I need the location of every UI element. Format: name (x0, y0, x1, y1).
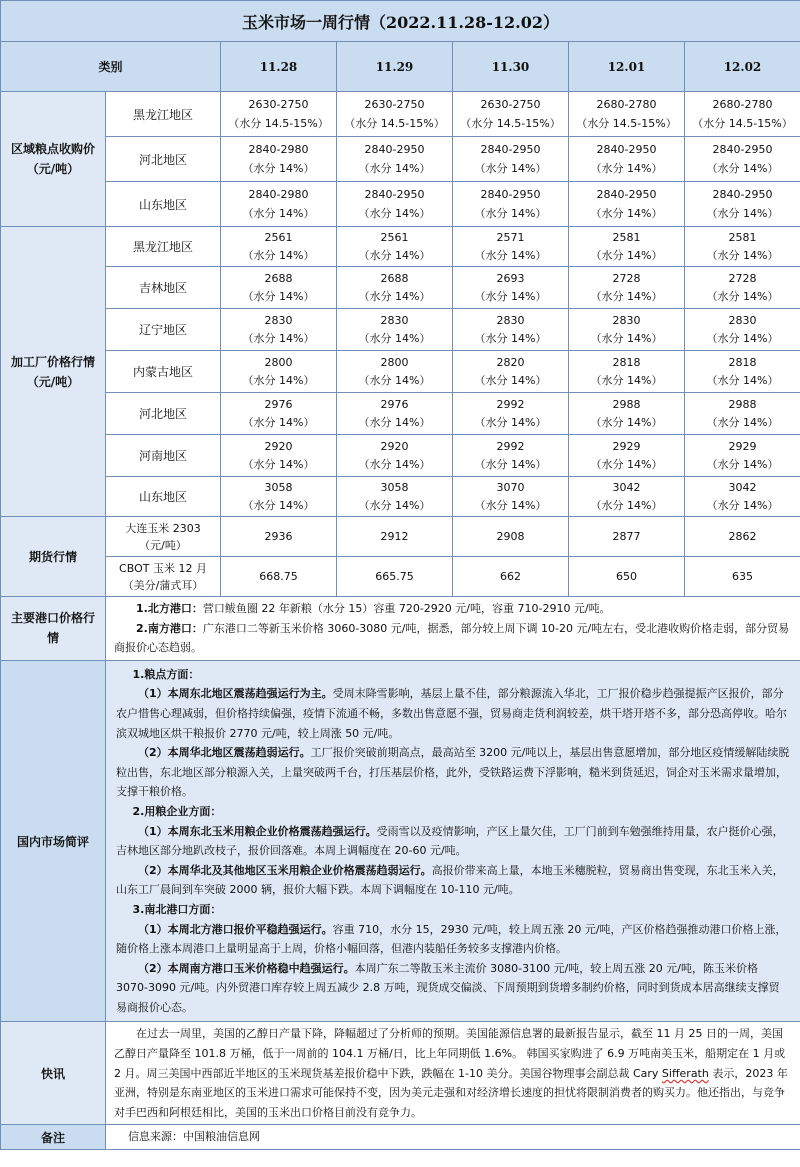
moisture-note: （水分 14%） (242, 248, 315, 262)
moisture-note: （水分 14%） (242, 289, 315, 303)
region-name: 山东地区 (106, 182, 221, 227)
price-cell (685, 227, 800, 267)
price-range: 2840-2950 (480, 143, 541, 156)
moisture-note: （水分 14%） (474, 373, 547, 387)
moisture-note: （水分 14%） (242, 331, 315, 345)
moisture-note: （水分 14%） (358, 415, 431, 429)
market-paragraph (116, 920, 790, 959)
futures-price: 650 (569, 557, 685, 597)
price-cell (569, 393, 685, 435)
price-cell (685, 435, 800, 477)
price-range: 2840-2950 (480, 188, 541, 201)
factory-price: 2830 (496, 313, 525, 327)
domestic-label: 国内市场简评 (1, 660, 106, 1022)
moisture-note: （水分 14%） (474, 207, 547, 220)
moisture-note: （水分 14%） (358, 498, 431, 512)
price-cell (221, 182, 337, 227)
price-range: 2680-2780 (596, 98, 657, 111)
market-paragraph (116, 959, 790, 1018)
futures-price: 2936 (221, 517, 337, 557)
factory-price: 2581 (612, 230, 641, 244)
table-row (1, 267, 800, 309)
factory-price: 2988 (728, 397, 757, 411)
table-row (1, 137, 800, 182)
page-title: 玉米市场一周行情（2022.11.28-12.02） (1, 1, 800, 42)
port-line-text: 广东港口二等新玉米价格 3060-3080 元/吨，据悉，部分较上周下调 10-20 元/吨左右，受北港收购价格走弱，部分贸易商报价心态趋弱。 (114, 621, 790, 655)
date-header: 11.30 (453, 42, 569, 92)
remark-row (1, 1125, 800, 1150)
factory-price: 3042 (728, 480, 757, 494)
factory-price: 2988 (612, 397, 641, 411)
price-cell (569, 309, 685, 351)
moisture-note: （水分 14.5-15%） (460, 117, 561, 130)
price-cell (453, 393, 569, 435)
futures-price: 2877 (569, 517, 685, 557)
region-name: 黑龙江地区 (106, 227, 221, 267)
price-cell (221, 309, 337, 351)
factory-price: 2818 (612, 355, 641, 369)
factory-price: 2830 (728, 313, 757, 327)
price-range: 2840-2950 (364, 143, 425, 156)
price-range: 2840-2950 (596, 188, 657, 201)
moisture-note: （水分 14%） (242, 162, 315, 175)
news-label: 快讯 (1, 1022, 106, 1125)
region-name: 山东地区 (106, 477, 221, 517)
price-cell (453, 435, 569, 477)
moisture-note: （水分 14%） (474, 331, 547, 345)
section-title (116, 900, 790, 920)
price-cell (221, 227, 337, 267)
price-cell (453, 351, 569, 393)
news-name: Sifferath (661, 1066, 709, 1080)
section-title-text: 1.粮点方面： (132, 667, 200, 681)
factory-price: 3058 (264, 480, 293, 494)
price-range: 2840-2980 (248, 188, 309, 201)
factory-price: 2688 (380, 271, 409, 285)
price-cell (221, 393, 337, 435)
moisture-note: （水分 14%） (242, 415, 315, 429)
news-text-part: 表示，2023 年亚洲，特别是东南亚地区的玉米进口需求可能保持不变，因为美元走强和对经济增长速度的担忧将限制消费者的购买力。他还指出，与竞争对手巴西和阿根廷相比，美国的玉米出口价格目前没有竞争力。 (114, 1066, 788, 1119)
moisture-note: （水分 14%） (706, 373, 779, 387)
price-cell (221, 92, 337, 137)
table-row (1, 557, 800, 597)
moisture-note: （水分 14%） (706, 457, 779, 471)
price-cell (685, 267, 800, 309)
moisture-note: （水分 14%） (590, 207, 663, 220)
moisture-note: （水分 14%） (474, 457, 547, 471)
moisture-note: （水分 14%） (358, 331, 431, 345)
factory-price: 2920 (264, 439, 293, 453)
region-name: 黑龙江地区 (106, 92, 221, 137)
header-row (1, 42, 800, 92)
factory-price: 2830 (264, 313, 293, 327)
regional-purchase-label: 区域粮点收购价（元/吨） (1, 92, 106, 227)
factory-price: 2830 (380, 313, 409, 327)
futures-contract (106, 557, 221, 597)
paragraph-head: （1）本周东北玉米用粮企业价格震荡趋强运行。 (138, 824, 377, 838)
paragraph-text: 受雨雪以及疫情影响，产区上量欠佳，工厂门前到车勉强维持用量，农户挺价心强，吉林地区部分地趴改枝子，报价回落难。本周上调幅度在 20-60 元/吨。 (116, 824, 784, 858)
moisture-note: （水分 14%） (242, 457, 315, 471)
paragraph-text: 高报价带来高上量，本地玉米穗脱粒，贸易商出售变现，东北玉米入关，山东工厂晨间到车突破 2000 辆，报价大幅下跌。本周下调幅度在 10-110 元/吨。 (116, 863, 784, 897)
table-row (1, 477, 800, 517)
moisture-note: （水分 14%） (590, 373, 663, 387)
price-cell (453, 309, 569, 351)
moisture-note: （水分 14%） (706, 207, 779, 220)
market-paragraph (116, 684, 790, 743)
price-cell (685, 477, 800, 517)
factory-price: 2693 (496, 271, 525, 285)
factory-price: 2820 (496, 355, 525, 369)
factory-price: 2992 (496, 439, 525, 453)
price-cell (221, 351, 337, 393)
price-cell (337, 393, 453, 435)
region-name: 河北地区 (106, 137, 221, 182)
price-cell (569, 435, 685, 477)
region-name: 内蒙古地区 (106, 351, 221, 393)
moisture-note: （水分 14%） (590, 289, 663, 303)
date-header: 12.02 (685, 42, 800, 92)
factory-price: 2929 (728, 439, 757, 453)
region-name: 河北地区 (106, 393, 221, 435)
moisture-note: （水分 14%） (590, 331, 663, 345)
moisture-note: （水分 14%） (358, 373, 431, 387)
section-title (116, 665, 790, 685)
futures-price: 2912 (337, 517, 453, 557)
moisture-note: （水分 14%） (474, 248, 547, 262)
port-row (1, 597, 800, 661)
port-line (114, 599, 792, 619)
moisture-note: （水分 14%） (706, 248, 779, 262)
price-cell (685, 393, 800, 435)
price-cell (221, 435, 337, 477)
factory-price: 2800 (264, 355, 293, 369)
factory-price: 2920 (380, 439, 409, 453)
price-cell (221, 137, 337, 182)
price-range: 2840-2950 (364, 188, 425, 201)
price-range: 2630-2750 (480, 98, 541, 111)
futures-price: 662 (453, 557, 569, 597)
price-cell (685, 309, 800, 351)
moisture-note: （水分 14%） (706, 289, 779, 303)
factory-price: 2571 (496, 230, 525, 244)
price-cell (685, 92, 800, 137)
port-label: 主要港口价格行情 (1, 597, 106, 661)
remark-label: 备注 (1, 1125, 106, 1150)
remark-text: 信息来源：中国粮油信息网 (106, 1125, 800, 1150)
table-row (1, 309, 800, 351)
factory-price: 2992 (496, 397, 525, 411)
price-cell (337, 435, 453, 477)
contract-unit: （元/吨） (139, 538, 187, 552)
section-title (116, 802, 790, 822)
news-row (1, 1022, 800, 1125)
moisture-note: （水分 14%） (706, 415, 779, 429)
price-cell (453, 477, 569, 517)
moisture-note: （水分 14%） (358, 289, 431, 303)
news-text-part: 在过去一周里，美国的乙醇日产量下降，降幅超过了分析师的预期。美国能源信息署的最新报告显示，截至 11 月 25 日的一周，美国乙醇日产量降至 101.8 万桶，低于一周前的 104.1 万桶/日，比上年同期低 1.6%。 韩国买家购进了 6.9 万吨南美玉米，船期定在 1 月或 2 月。周三美国中西部近半地区的玉米现货基差报价稳中下跌，跌幅在 1-10 美分。美国谷物理事会副总裁 Cary (114, 1027, 786, 1080)
moisture-note: （水分 14.5-15%） (344, 117, 445, 130)
moisture-note: （水分 14%） (358, 457, 431, 471)
price-cell (337, 137, 453, 182)
factory-price: 2581 (728, 230, 757, 244)
factory-price: 3058 (380, 480, 409, 494)
date-header: 11.28 (221, 42, 337, 92)
moisture-note: （水分 14%） (242, 207, 315, 220)
contract-name: 大连玉米 2303 (125, 521, 201, 535)
price-cell (569, 182, 685, 227)
section-title-text: 2.用粮企业方面： (132, 804, 222, 818)
price-cell (337, 477, 453, 517)
moisture-note: （水分 14%） (474, 162, 547, 175)
price-cell (453, 137, 569, 182)
table-row (1, 182, 800, 227)
price-cell (569, 227, 685, 267)
moisture-note: （水分 14%） (590, 162, 663, 175)
paragraph-text: 工厂报价突破前期高点，最高站至 3200 元/吨以上，基层出售意愿增加，部分地区疫情缓解陆续脱粒出售，东北地区部分粮源入关，上量突破两千台，打压基层价格，此外，受铁路运费下浮影响，糙米到货延迟，饲企对玉米需求量增加，支撑干粮价格。 (116, 746, 790, 799)
paragraph-head: （1）本周北方港口报价平稳趋强运行。 (138, 922, 333, 936)
moisture-note: （水分 14.5-15%） (228, 117, 329, 130)
price-cell (337, 309, 453, 351)
futures-contract (106, 517, 221, 557)
factory-price: 2830 (612, 313, 641, 327)
date-header: 11.29 (337, 42, 453, 92)
price-cell (685, 351, 800, 393)
price-cell (337, 267, 453, 309)
price-range: 2840-2950 (596, 143, 657, 156)
factory-price: 2728 (728, 271, 757, 285)
price-range: 2840-2950 (712, 143, 773, 156)
price-cell (453, 227, 569, 267)
news-paragraph (114, 1024, 792, 1122)
price-range: 2840-2980 (248, 143, 309, 156)
region-name: 辽宁地区 (106, 309, 221, 351)
moisture-note: （水分 14%） (242, 373, 315, 387)
section-title-text: 3.南北港口方面： (132, 902, 222, 916)
date-header: 12.01 (569, 42, 685, 92)
factory-price: 2976 (264, 397, 293, 411)
paragraph-head: （2）本周华北及其他地区玉米用粮企业价格震荡趋弱运行。 (138, 863, 432, 877)
futures-price: 635 (685, 557, 800, 597)
moisture-note: （水分 14%） (358, 248, 431, 262)
price-range: 2840-2950 (712, 188, 773, 201)
factory-price: 2688 (264, 271, 293, 285)
market-paragraph (116, 743, 790, 802)
price-cell (221, 267, 337, 309)
price-cell (685, 137, 800, 182)
factory-price: 2976 (380, 397, 409, 411)
table-row (1, 435, 800, 477)
futures-price: 665.75 (337, 557, 453, 597)
moisture-note: （水分 14%） (474, 289, 547, 303)
moisture-note: （水分 14%） (474, 415, 547, 429)
moisture-note: （水分 14.5-15%） (576, 117, 677, 130)
price-cell (453, 267, 569, 309)
factory-price: 2800 (380, 355, 409, 369)
factory-price: 2818 (728, 355, 757, 369)
table-row (1, 351, 800, 393)
factory-price: 3042 (612, 480, 641, 494)
domestic-text (106, 660, 800, 1022)
price-cell (337, 227, 453, 267)
price-cell (569, 351, 685, 393)
paragraph-text: 容重 710，水分 15，2930 元/吨，较上周五涨 20 元/吨，产区价格趋强推动港口价格上涨，随价格上涨本周港口上量明显高于上周，价格小幅回落，但港内装船任务较多支撑港内价格。 (116, 922, 787, 956)
price-range: 2680-2780 (712, 98, 773, 111)
contract-unit: （美分/蒲式耳） (122, 578, 204, 592)
domestic-row (1, 660, 800, 1022)
factory-price: 2728 (612, 271, 641, 285)
port-text (106, 597, 800, 661)
price-range: 2630-2750 (364, 98, 425, 111)
moisture-note: （水分 14%） (590, 415, 663, 429)
market-paragraph (116, 822, 790, 861)
price-cell (337, 92, 453, 137)
contract-name: CBOT 玉米 12 月 (119, 561, 207, 575)
factory-price-label: 加工厂价格行情（元/吨） (1, 227, 106, 517)
moisture-note: （水分 14%） (706, 498, 779, 512)
futures-price: 2908 (453, 517, 569, 557)
category-header: 类别 (1, 42, 221, 92)
moisture-note: （水分 14%） (590, 498, 663, 512)
futures-price: 2862 (685, 517, 800, 557)
moisture-note: （水分 14.5-15%） (692, 117, 793, 130)
moisture-note: （水分 14%） (242, 498, 315, 512)
moisture-note: （水分 14%） (358, 162, 431, 175)
moisture-note: （水分 14%） (590, 248, 663, 262)
port-line-head: 2.南方港口： (136, 621, 203, 635)
moisture-note: （水分 14%） (706, 162, 779, 175)
market-paragraph (116, 861, 790, 900)
port-line-text: 营口鲅鱼圈 22 年新粮（水分 15）容重 720-2920 元/吨，容重 710-2910 元/吨。 (202, 602, 611, 615)
moisture-note: （水分 14%） (706, 331, 779, 345)
factory-price: 2929 (612, 439, 641, 453)
moisture-note: （水分 14%） (358, 207, 431, 220)
price-cell (337, 351, 453, 393)
region-name: 河南地区 (106, 435, 221, 477)
paragraph-text: 本周广东二等散玉米主流价 3080-3100 元/吨，较上周五涨 20 元/吨，陈玉米价格 3070-3090 元/吨。内外贸港口库存较上周五减少 2.8 万吨，现货成交偏淡、下周预期到货增多制约价格，同时到货成本居高继续支撑贸易商报价心态。 (116, 961, 780, 1014)
table-row (1, 227, 800, 267)
price-cell (685, 182, 800, 227)
price-cell (453, 182, 569, 227)
futures-price: 668.75 (221, 557, 337, 597)
port-line-head: 1.北方港口： (136, 602, 203, 615)
paragraph-head: （2）本周南方港口玉米价格稳中趋强运行。 (138, 961, 355, 975)
price-cell (453, 92, 569, 137)
news-text (106, 1022, 800, 1125)
futures-label: 期货行情 (1, 517, 106, 597)
price-cell (337, 182, 453, 227)
price-cell (221, 477, 337, 517)
moisture-note: （水分 14%） (474, 498, 547, 512)
table-row (1, 92, 800, 137)
price-cell (569, 137, 685, 182)
paragraph-head: （1）本周东北地区震荡趋强运行为主。 (138, 687, 333, 701)
title-row (1, 1, 800, 42)
table-row (1, 517, 800, 557)
price-range: 2630-2750 (248, 98, 309, 111)
price-cell (569, 92, 685, 137)
factory-price: 3070 (496, 480, 525, 494)
region-name: 吉林地区 (106, 267, 221, 309)
paragraph-head: （2）本周华北地区震荡趋弱运行。 (138, 746, 311, 760)
table-row (1, 393, 800, 435)
factory-price: 2561 (380, 230, 409, 244)
paragraph-text: 受周末降雪影响，基层上量不佳，部分粮源流入华北，工厂报价稳步趋强提振产区报价，部分农户惜售心理减弱，但价格持续偏强，疫情下流通不畅，多数出售意愿不强，贸易商走货利润较差，烘干塔开塔不多，部分恐高停收。哈尔滨双城地区烘干粮报价 2770 元/吨，较上周涨 50 元/吨。 (116, 687, 787, 740)
port-line (114, 619, 792, 658)
price-cell (569, 477, 685, 517)
price-cell (569, 267, 685, 309)
moisture-note: （水分 14%） (590, 457, 663, 471)
factory-price: 2561 (264, 230, 293, 244)
